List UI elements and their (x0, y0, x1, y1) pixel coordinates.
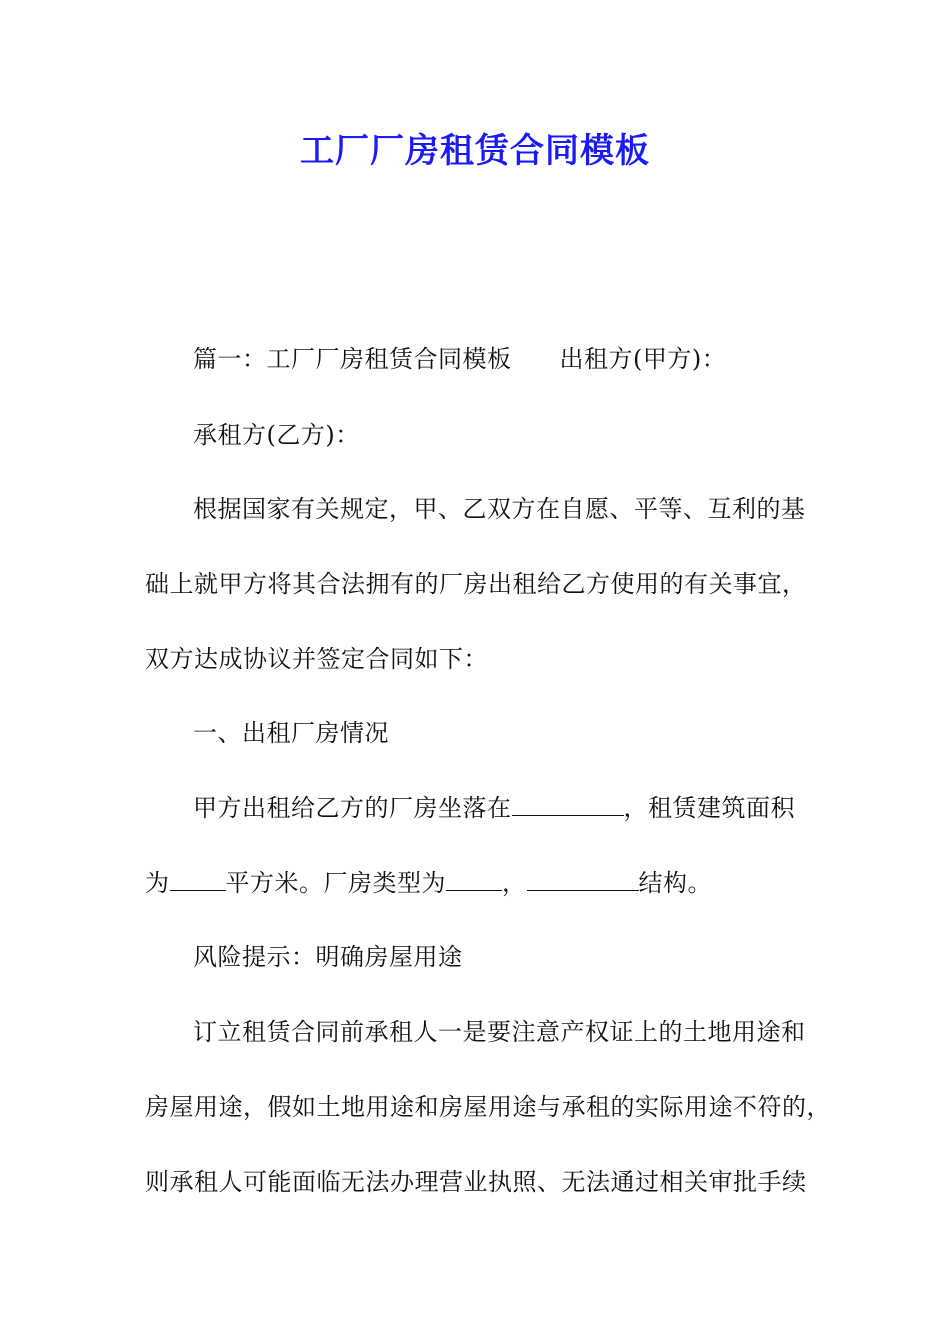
risk-line-3: 则承租人可能面临无法办理营业执照、无法通过相关审批手续 (145, 1168, 807, 1196)
comma-text: ， (502, 869, 527, 897)
risk-line-1: 订立租赁合同前承租人一是要注意产权证上的土地用途和 (193, 1018, 806, 1046)
structure-text: 结构。 (638, 869, 712, 897)
lessor-label: 出租方(甲方)： (559, 345, 727, 373)
section-1-line-2 (145, 866, 825, 900)
preamble-line-1: 根据国家有关规定，甲、乙双方在自愿、平等、互利的基 (193, 495, 806, 523)
type-blank (446, 868, 502, 891)
location-blank (512, 793, 624, 816)
location-text: 甲方出租给乙方的厂房坐落在 (193, 794, 512, 822)
section-1-line-1 (145, 791, 873, 825)
preamble-line-2: 础上就甲方将其合法拥有的厂房出租给乙方使用的有关事宜， (145, 570, 807, 598)
risk-line-2: 房屋用途，假如土地用途和房屋用途与承租的实际用途不符的， (145, 1093, 831, 1121)
document-title: 工厂厂房租赁合同模板 (300, 131, 650, 171)
area-text: ，租赁建筑面积 (623, 794, 795, 822)
structure-blank (527, 868, 639, 891)
section-1-title: 一、出租厂房情况 (193, 719, 389, 747)
area-prefix: 为 (145, 869, 170, 897)
lessee-label: 承租方(乙方)： (193, 421, 360, 449)
type-text: 平方米。厂房类型为 (225, 869, 446, 897)
area-blank (170, 868, 226, 891)
risk-title: 风险提示：明确房屋用途 (193, 943, 463, 971)
preamble-line-3: 双方达成协议并签定合同如下： (145, 645, 488, 673)
heading-line (145, 342, 873, 376)
part-heading: 篇一：工厂厂房租赁合同模板 (193, 345, 512, 373)
